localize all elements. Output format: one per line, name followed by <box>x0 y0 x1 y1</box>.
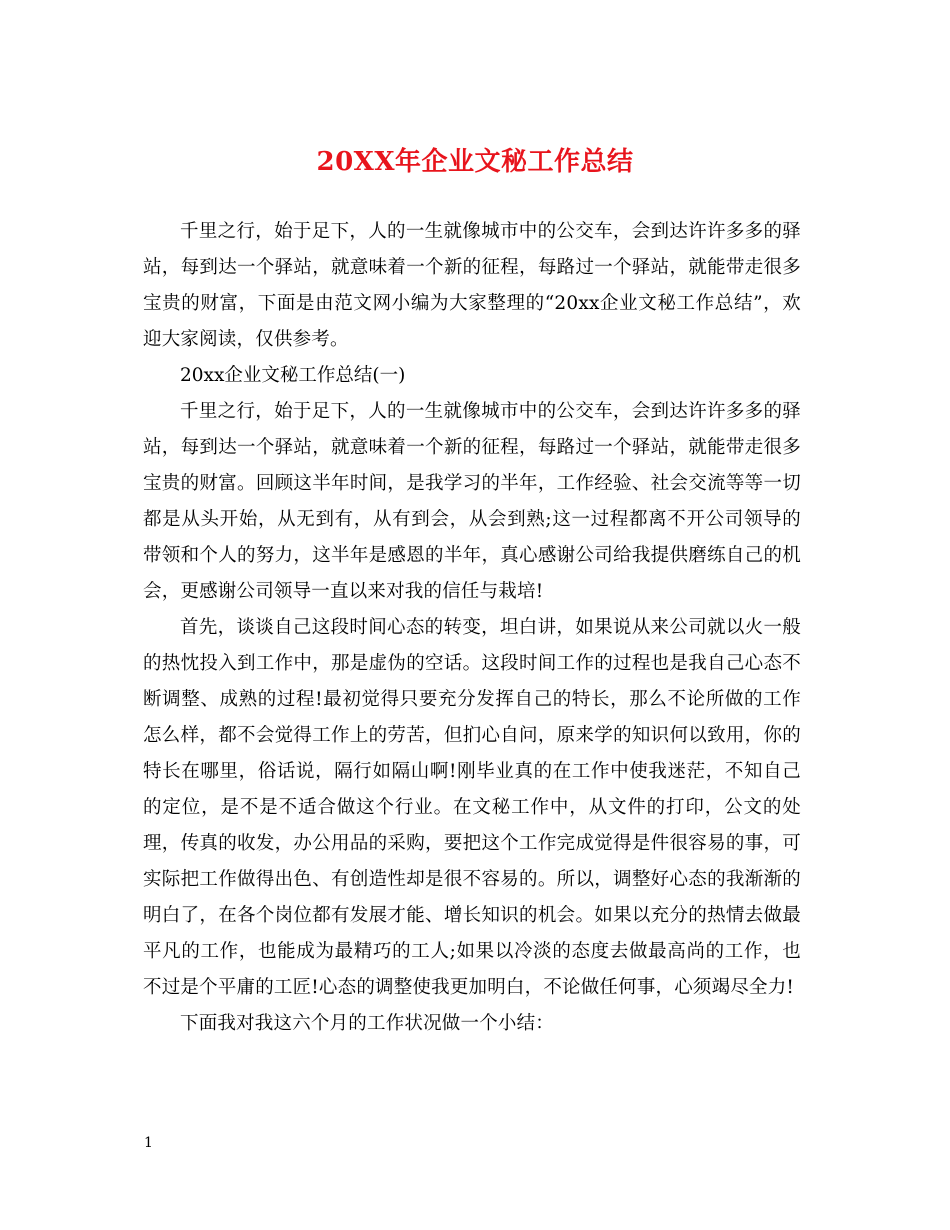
document-title: 20XX年企业文秘工作总结 <box>316 147 634 177</box>
body-paragraph: 首先，谈谈自己这段时间心态的转变，坦白讲，如果说从来公司就以火一般的热忱投入到工作中，那是虚伪的空话。这段时间工作的过程也是我自己心态不断调整、成熟的过程!最初觉得只要充分发挥自己的特长，那么不论所做的工作怎么样，都不会觉得工作上的劳苦，但扪心自问，原来学的知识何以致用，你的特长在哪里，俗话说，隔行如隔山啊!刚毕业真的在工作中使我迷茫，不知自己的定位，是不是不适合做这个行业。在文秘工作中，从文件的打印，公文的处理，传真的收发，办公用品的采购，要把这个工作完成觉得是件很容易的事，可实际把工作做得出色、有创造性却是很不容易的。所以，调整好心态的我渐渐的明白了，在各个岗位都有发展才能、增长知识的机会。如果以充分的热情去做最平凡的工作，也能成为最精巧的工人;如果以冷淡的态度去做最高尚的工作，也不过是个平庸的工匠!心态的调整使我更加明白，不论做任何事，心须竭尽全力! <box>143 617 801 998</box>
body-paragraph: 下面我对我这六个月的工作状况做一个小结： <box>180 1013 555 1034</box>
intro-paragraph: 千里之行，始于足下，人的一生就像城市中的公交车，会到达许许多多的驿站，每到达一个驿站，就意味着一个新的征程，每路过一个驿站，就能带走很多宝贵的财富，下面是由范文网小编为大家整理的“20xx企业文秘工作总结”，欢迎大家阅读，仅供参考。 <box>143 221 801 350</box>
page-number: 1 <box>144 1135 153 1151</box>
section-heading: 20xx企业文秘工作总结(一) <box>180 365 406 386</box>
document-body <box>143 214 801 1042</box>
body-paragraph: 千里之行，始于足下，人的一生就像城市中的公交车，会到达许许多多的驿站，每到达一个驿站，就意味着一个新的征程，每路过一个驿站，就能带走很多宝贵的财富。回顾这半年时间，是我学习的半年，工作经验、社会交流等等一切都是从头开始，从无到有，从有到会，从会到熟;这一过程都离不开公司领导的带领和个人的努力，这半年是感恩的半年，真心感谢公司给我提供磨练自己的机会，更感谢公司领导一直以来对我的信任与栽培! <box>143 401 801 602</box>
